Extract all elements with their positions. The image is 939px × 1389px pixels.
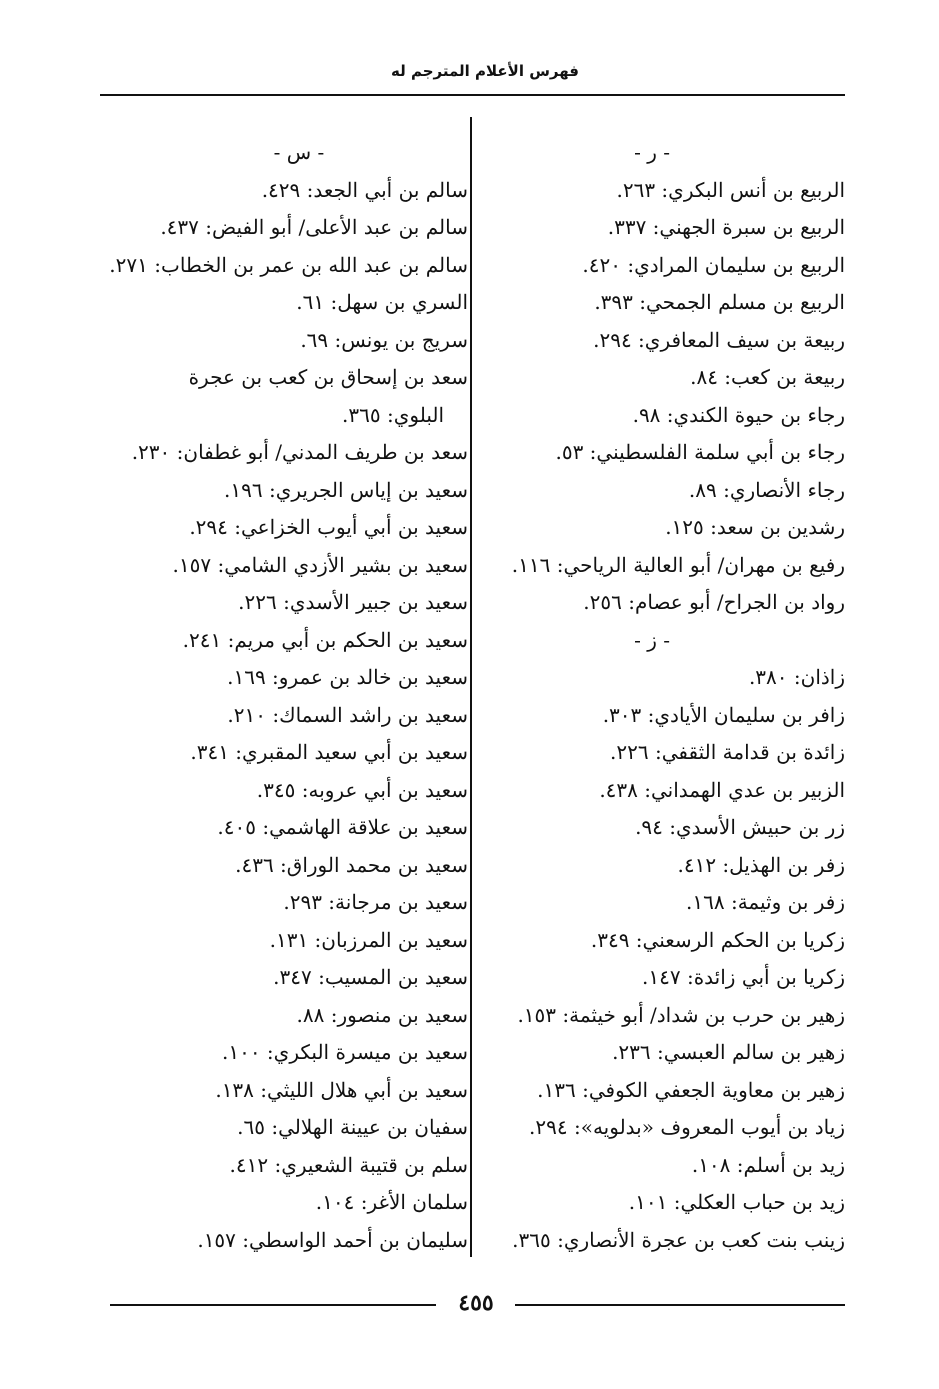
index-entry: رشدين بن سعد: ١٢٥. [665, 515, 845, 539]
index-entry: زفر بن وثيمة: ١٦٨. [686, 890, 845, 914]
index-entry: سعيد بن جبير الأسدي: ٢٢٦. [238, 590, 468, 614]
page-number: ٤٥٥ [458, 1290, 494, 1316]
footer-rule-right [515, 1304, 845, 1306]
section-letter-heading: - ز - [634, 627, 670, 652]
index-entry: سلم بن قتيبة الشعيري: ٤١٢. [229, 1152, 468, 1177]
index-column-right [480, 134, 845, 1259]
index-entry: سالم بن أبي الجعد: ٤٢٩. [261, 177, 468, 202]
index-entry: الربيع بن سبرة الجهني: ٣٣٧. [607, 215, 845, 239]
page-header-title: فهرس الأعلام المترجم له [391, 62, 579, 80]
index-entry: سعيد بن بشير الأزدي الشامي: ١٥٧. [172, 552, 468, 577]
index-entry: زاذان: ٣٨٠. [748, 665, 845, 689]
index-entry: زيد بن أسلم: ١٠٨. [691, 1152, 845, 1177]
index-entry: سلمان الأغر: ١٠٤. [315, 1190, 468, 1214]
index-entry: سالم بن عبد الأعلى/ أبو الفيض: ٤٣٧. [160, 215, 468, 239]
index-entry: سعيد بن منصور: ٨٨. [296, 1002, 468, 1027]
index-entry: سعيد بن المسيب: ٣٤٧. [273, 965, 468, 989]
index-entry: الربيع بن أنس البكري: ٢٦٣. [616, 177, 845, 202]
index-entry: سعيد بن ميسرة البكري: ١٠٠. [221, 1040, 468, 1064]
index-entry: سريج بن يونس: ٦٩. [300, 327, 468, 352]
header-rule [100, 94, 845, 96]
index-entry: رجاء بن حيوة الكندي: ٩٨. [632, 402, 845, 427]
index-entry: زكريا بن الحكم الرسعني: ٣٤٩. [590, 927, 845, 952]
index-entry: رجاء بن أبي سلمة الفلسطيني: ٥٣. [555, 440, 845, 464]
index-entry: زهير بن سالم العبسي: ٢٣٦. [612, 1040, 845, 1064]
index-entry: سعيد بن راشد السماك: ٢١٠. [227, 702, 468, 727]
section-letter-heading: - س - [273, 140, 325, 164]
index-entry: سعيد بن أبي عروبه: ٣٤٥. [256, 777, 468, 802]
index-entry: زر بن حبيش الأسدي: ٩٤. [635, 815, 845, 839]
column-divider [470, 117, 472, 1257]
index-entry: سعيد بن خالد بن عمرو: ١٦٩. [227, 665, 468, 689]
index-entry: سعيد بن الحكم بن أبي مريم: ٢٤١. [182, 627, 468, 652]
index-entry: زكريا بن أبي زائدة: ١٤٧. [642, 965, 845, 989]
index-entry: زهير بن معاوية الجعفي الكوفي: ١٣٦. [537, 1077, 845, 1102]
index-entry: السري بن سهل: ٦١. [296, 290, 468, 314]
index-entry: سليمان بن أحمد الواسطي: ١٥٧. [197, 1227, 468, 1252]
index-entry: سعيد بن المرزبان: ١٣١. [269, 927, 468, 952]
index-entry: زائدة بن قدامة الثقفي: ٢٢٦. [610, 740, 845, 764]
index-entry: رواد بن الجراح/ أبو عصام: ٢٥٦. [583, 590, 845, 614]
index-entry: زينب بنت كعب بن عجرة الأنصاري: ٣٦٥. [512, 1227, 845, 1252]
index-entry: ربيعة بن كعب: ٨٤. [690, 365, 845, 389]
index-entry: الربيع بن مسلم الجمحي: ٣٩٣. [594, 290, 845, 314]
index-entry: زفر بن الهذيل: ٤١٢. [677, 852, 845, 877]
index-entry: سعيد بن محمد الوراق: ٤٣٦. [235, 852, 468, 877]
index-entry: سعيد بن علاقة الهاشمي: ٤٠٥. [217, 815, 468, 839]
index-entry: زيد بن حباب العكلي: ١٠١. [628, 1190, 845, 1214]
index-entry: سعيد بن أبي هلال الليثي: ١٣٨. [215, 1077, 468, 1102]
index-entry: سعيد بن أبي أيوب الخزاعي: ٢٩٤. [189, 515, 468, 539]
index-entry: سعيد بن إياس الجريري: ١٩٦. [224, 477, 468, 502]
index-entry-continuation: البلوي: ٣٦٥. [342, 402, 444, 427]
index-entry: سعد بن إسحاق بن كعب بن عجرة [188, 365, 468, 389]
index-entry: زهير بن حرب بن شداد/ أبو خيثمة: ١٥٣. [517, 1002, 845, 1027]
section-letter-heading: - ر - [634, 140, 670, 164]
index-entry: الزبير بن عدي الهمداني: ٤٣٨. [599, 777, 845, 802]
index-entry: زافر بن سليمان الأيادي: ٣٠٣. [602, 702, 845, 727]
index-entry: ربيعة بن سيف المعافري: ٢٩٤. [593, 327, 845, 352]
index-entry: الربيع بن سليمان المرادي: ٤٢٠. [582, 252, 845, 277]
index-entry: سعد بن طريف المدني/ أبو غطفان: ٢٣٠. [131, 440, 468, 464]
index-entry: سالم بن عبد الله بن عمر بن الخطاب: ٢٧١. [109, 252, 468, 277]
index-entry: رجاء الأنصاري: ٨٩. [688, 477, 845, 502]
footer-rule-left [110, 1304, 436, 1306]
index-entry: زياد بن أيوب المعروف «بدلويه»: ٢٩٤. [529, 1115, 845, 1139]
index-entry: رفيع بن مهران/ أبو العالية الرياحي: ١١٦. [511, 552, 845, 577]
index-entry: سفيان بن عيينة الهلالي: ٦٥. [237, 1115, 468, 1139]
index-column-left [100, 134, 468, 1259]
index-entry: سعيد بن أبي سعيد المقبري: ٣٤١. [190, 740, 468, 764]
index-entry: سعيد بن مرجانة: ٢٩٣. [283, 890, 468, 914]
